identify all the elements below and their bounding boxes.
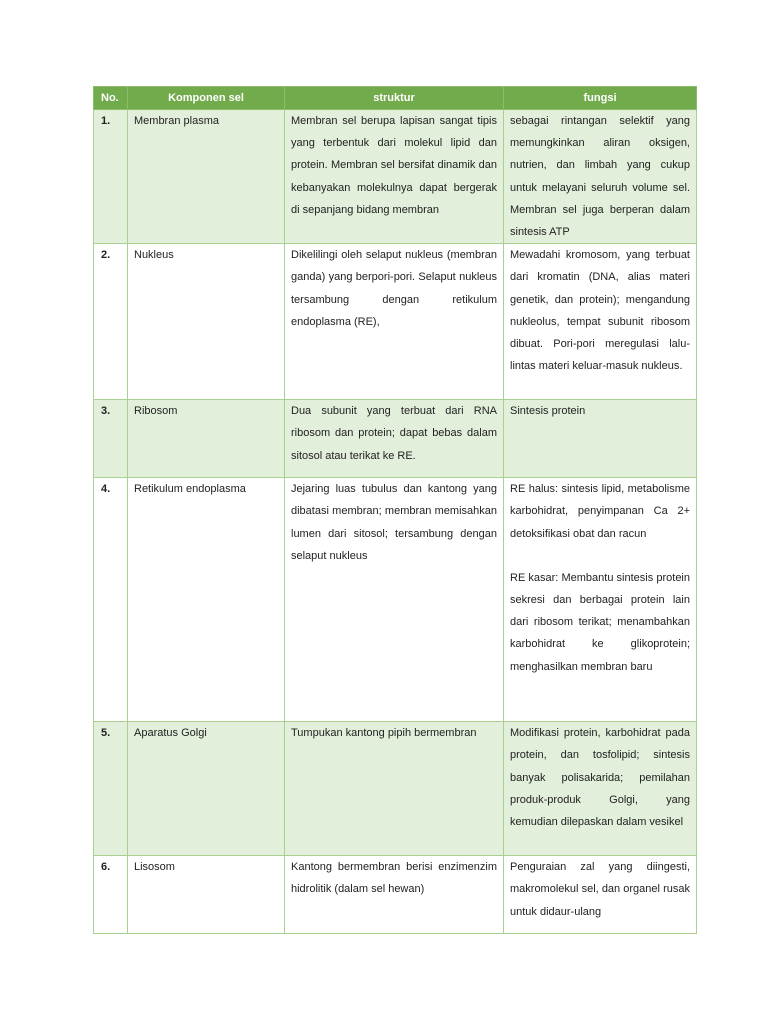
header-struktur: struktur — [285, 87, 504, 110]
function-text: Sintesis protein — [510, 405, 586, 418]
function-cell — [504, 478, 697, 722]
component-name: Lisosom — [128, 856, 285, 934]
paragraph-gap — [510, 545, 690, 567]
function-text: Penguraian zal yang diingesti, makromolekul sel, dan organel rusak untuk didaur-ulang — [510, 861, 690, 918]
function-cell — [504, 856, 697, 934]
row-number: 3. — [94, 400, 128, 478]
table-row — [94, 478, 697, 722]
function-cell — [504, 400, 697, 478]
function-cell — [504, 244, 697, 400]
row-number: 2. — [94, 244, 128, 400]
components-table — [93, 86, 697, 934]
function-cell — [504, 110, 697, 244]
component-name: Ribosom — [128, 400, 285, 478]
function-text-re-kasar: RE kasar: Membantu sintesis protein sekresi dan berbagai protein lain dari ribosom terikat; menambahkan karbohidrat ke glikoprotein; menghasilkan membran baru — [510, 571, 690, 673]
row-number: 5. — [94, 722, 128, 856]
function-text: sebagai rintangan selektif yang memungkinkan aliran oksigen, nutrien, dan limbah yang cukup untuk melayani seluruh volume sel. Membran sel juga berperan dalam sintesis ATP — [510, 115, 690, 239]
table-row — [94, 244, 697, 400]
component-name: Retikulum endoplasma — [128, 478, 285, 722]
structure-text: Membran sel berupa lapisan sangat tipis yang terbentuk dari molekul lipid dan protein. Membran sel bersifat dinamik dan kebanyakan molekulnya dapat bergerak di sepanjang bidang membran — [285, 110, 504, 244]
row-number: 1. — [94, 110, 128, 244]
component-name: Nukleus — [128, 244, 285, 400]
row-number: 4. — [94, 478, 128, 722]
table-row — [94, 856, 697, 934]
component-name: Membran plasma — [128, 110, 285, 244]
structure-text: Dua subunit yang terbuat dari RNA ribosom dan protein; dapat bebas dalam sitosol atau terikat ke RE. — [285, 400, 504, 478]
header-komponen: Komponen sel — [128, 87, 285, 110]
function-text-re-halus: RE halus: sintesis lipid, metabolisme karbohidrat, penyimpanan Ca 2+ detoksifikasi obat dan racun — [510, 483, 690, 540]
row-number: 6. — [94, 856, 128, 934]
structure-text: Dikelilingi oleh selaput nukleus (membran ganda) yang berpori-pori. Selaput nukleus tersambung dengan retikulum endoplasma (RE), — [285, 244, 504, 400]
header-row — [94, 87, 697, 110]
table-row — [94, 400, 697, 478]
component-name: Aparatus Golgi — [128, 722, 285, 856]
header-fungsi: fungsi — [504, 87, 697, 110]
structure-text: Jejaring luas tubulus dan kantong yang dibatasi membran; membran memisahkan lumen dari sitosol; tersambung dengan selaput nukleus — [285, 478, 504, 722]
header-no: No. — [94, 87, 128, 110]
structure-text: Tumpukan kantong pipih bermembran — [285, 722, 504, 856]
structure-text: Kantong bermembran berisi enzimenzim hidrolitik (dalam sel hewan) — [285, 856, 504, 934]
function-text: Modifikasi protein, karbohidrat pada protein, dan tosfolipid; sintesis banyak polisakarida; pemilahan produk-produk Golgi, yang kemudian dilepaskan dalam vesikel — [510, 727, 690, 829]
table-row — [94, 722, 697, 856]
function-text: Mewadahi kromosom, yang terbuat dari kromatin (DNA, alias materi genetik, dan protein); mengandung nukleolus, tempat subunit ribosom dibuat. Pori-pori meregulasi lalu-lintas materi keluar-masuk nukleus. — [510, 249, 690, 373]
table-row — [94, 110, 697, 244]
function-cell — [504, 722, 697, 856]
